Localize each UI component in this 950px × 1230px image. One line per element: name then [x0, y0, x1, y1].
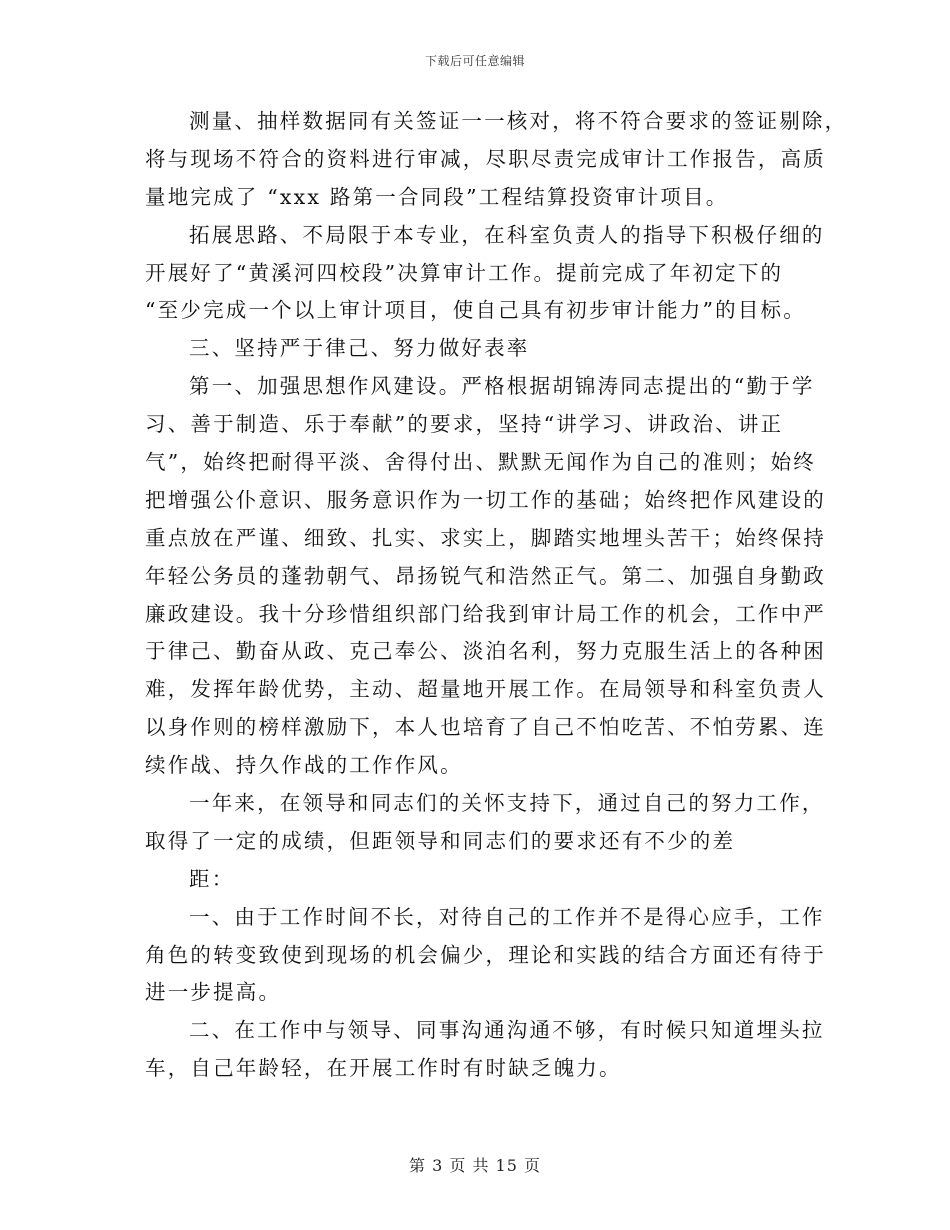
paragraph-line: 以身作则的榜样激励下，本人也培育了自己不怕吃苦、不怕劳累、连 [145, 715, 826, 740]
paragraph-line: 一年来，在领导和同志们的关怀支持下，通过自己的努力工作， [189, 791, 825, 816]
paragraph-line: 年轻公务员的蓬勃朝气、昂扬锐气和浩然正气。第二、加强自身勤政 [145, 563, 826, 588]
paragraph-line: 测量、抽样数据同有关签证一一核对，将不符合要求的签证剔除， [189, 109, 848, 133]
section-heading: 三、坚持严于律己、努力做好表率 [189, 336, 530, 361]
page-number: 第 3 页 共 15 页 [409, 1156, 541, 1175]
paragraph-line: 重点放在严谨、细致、扎实、求实上，脚踏实地埋头苦干；始终保持 [145, 525, 826, 550]
paragraph-line: 开展好了“黄溪河四校段”决算审计工作。提前完成了年初定下的 [145, 260, 784, 285]
page-header-note: 下载后可任意编辑 [424, 54, 525, 68]
paragraph-line: 将与现场不符合的资料进行审减，尽职尽责完成审计工作报告，高质 [145, 146, 826, 171]
paragraph-line: “至少完成一个以上审计项目，使自己具有初步审计能力”的目标。 [145, 298, 806, 323]
paragraph-line: 距： [189, 866, 235, 891]
paragraph-line: 取得了一定的成绩，但距领导和同志们的要求还有不少的差 [145, 828, 736, 853]
paragraph-line: 角色的转变致使到现场的机会偏少，理论和实践的结合方面还有待于 [145, 942, 826, 967]
document-body [145, 103, 848, 1088]
paragraph-line: 廉政建设。我十分珍惜组织部门给我到审计局工作的机会，工作中严 [145, 601, 826, 626]
paragraph-line: 进一步提高。 [145, 980, 282, 1005]
paragraph-line: 续作战、持久作战的工作作风。 [145, 753, 463, 778]
paragraph-line: 习、善于制造、乐于奉献”的要求，坚持“讲学习、讲政治、讲正 [145, 412, 784, 437]
paragraph-line: 拓展思路、不局限于本专业，在科室负责人的指导下积极仔细的 [189, 222, 825, 247]
paragraph-line: 车，自己年龄轻，在开展工作时有时缺乏魄力。 [145, 1056, 622, 1081]
paragraph-line: 把增强公仆意识、服务意识作为一切工作的基础；始终把作风建设的 [145, 487, 826, 512]
paragraph-line: 二、在工作中与领导、同事沟通沟通不够，有时候只知道埋头拉 [189, 1018, 825, 1043]
paragraph-line: 于律己、勤奋从政、克己奉公、淡泊名利，努力克服生活上的各种困 [145, 639, 826, 664]
paragraph-line: 第一、加强思想作风建设。严格根据胡锦涛同志提出的“勤于学 [189, 374, 815, 399]
paragraph-line: 一、由于工作时间不长，对待自己的工作并不是得心应手，工作 [189, 904, 825, 929]
paragraph-line: 难，发挥年龄优势，主动、超量地开展工作。在局领导和科室负责人 [145, 677, 826, 702]
paragraph-line: 气”，始终把耐得平淡、舍得付出、默默无闻作为自己的准则；始终 [145, 450, 816, 475]
paragraph-line: 量地完成了 “xxx 路第一合同段”工程结算投资审计项目。 [145, 184, 729, 209]
